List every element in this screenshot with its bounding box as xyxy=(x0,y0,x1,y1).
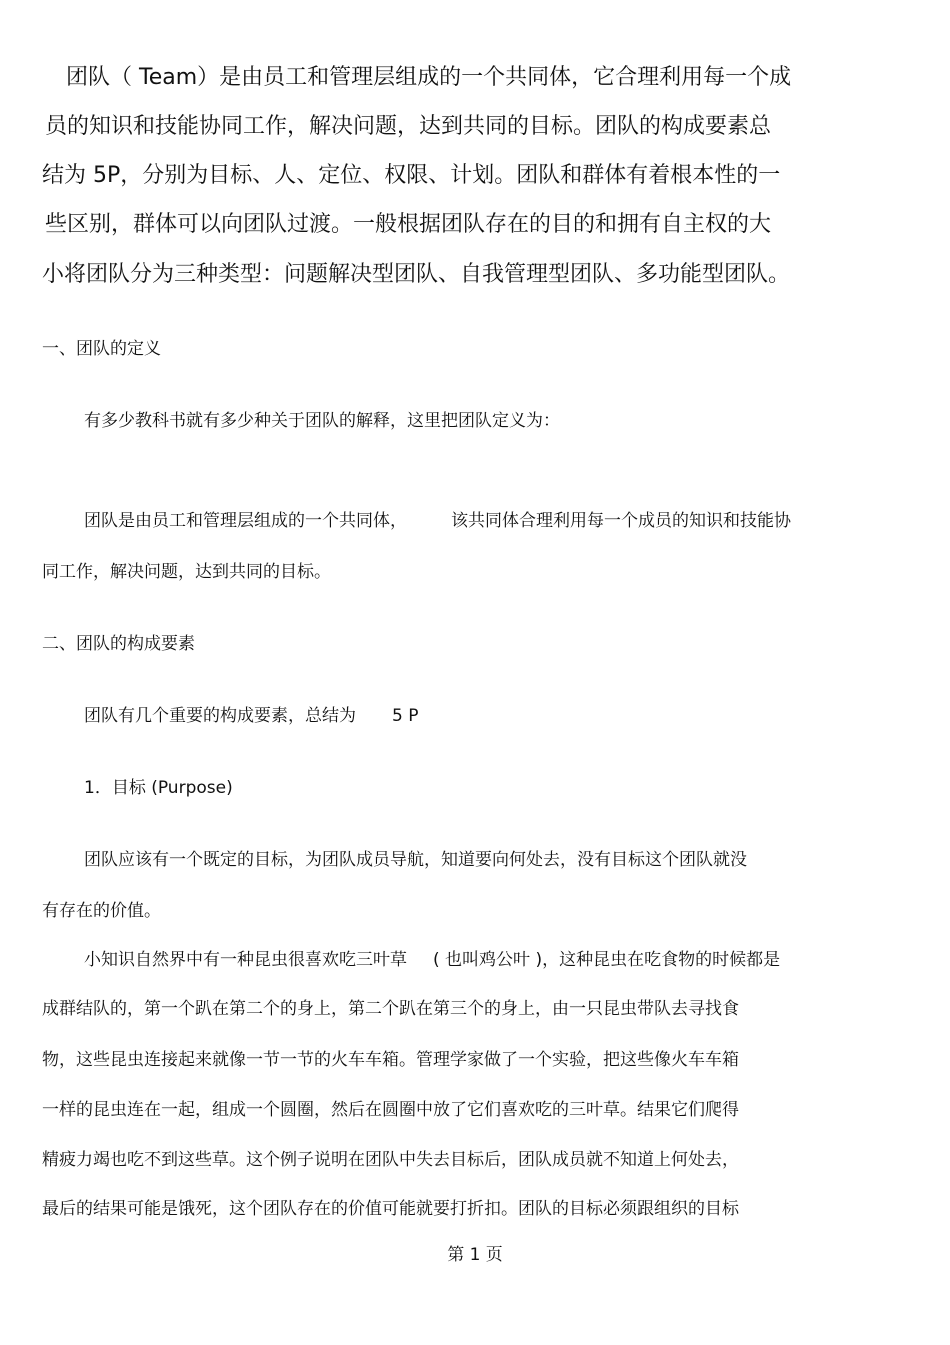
intro-line-2: 员的知识和技能协同工作，解决问题，达到共同的目标。团队的构成要素总 xyxy=(45,114,772,139)
item-purpose-title: 1．目标 (Purpose) xyxy=(84,778,233,798)
elements-summary xyxy=(84,703,418,729)
definition-paragraph-line-2: 同工作，解决问题，达到共同的目标。 xyxy=(42,562,331,582)
intro-line-3: 结为 5P，分别为目标、人、定位、权限、计划。团队和群体有着根本性的一 xyxy=(42,163,781,188)
definition-paragraph-line-1 xyxy=(84,508,791,534)
story-line-3: 物，这些昆虫连接起来就像一节一节的火车车箱。管理学家做了一个实验，把这些像火车车箱 xyxy=(42,1050,739,1070)
page-number: 第 1 页 xyxy=(447,1245,503,1265)
definition-intro-paragraph: 有多少教科书就有多少种关于团队的解释，这里把团队定义为： xyxy=(84,411,560,431)
story-line-5: 精疲力竭也吃不到这些草。这个例子说明在团队中失去目标后，团队成员就不知道上何处去， xyxy=(42,1150,739,1170)
section-heading-definition: 一、团队的定义 xyxy=(42,339,161,359)
purpose-paragraph-line-1: 团队应该有一个既定的目标，为团队成员导航，知道要向何处去，没有目标这个团队就没 xyxy=(84,850,747,870)
story-line-1-part-1: 小知识自然界中有一种昆虫很喜欢吃三叶草 xyxy=(84,950,407,970)
intro-line-4: 些区别，群体可以向团队过渡。一般根据团队存在的目的和拥有自主权的大 xyxy=(45,212,772,237)
definition-text-part-2: 该共同体合理利用每一个成员的知识和技能协 xyxy=(451,511,791,531)
story-line-6: 最后的结果可能是饿死，这个团队存在的价值可能就要打折扣。团队的目标必须跟组织的目标 xyxy=(42,1199,739,1219)
definition-text-part-1: 团队是由员工和管理层组成的一个共同体， xyxy=(84,511,407,531)
purpose-paragraph-line-2: 有存在的价值。 xyxy=(42,901,161,921)
section-heading-elements: 二、团队的构成要素 xyxy=(42,634,195,654)
intro-line-1: 团队（ Team）是由员工和管理层组成的一个共同体，它合理利用每一个成 xyxy=(66,65,792,90)
story-line-2: 成群结队的，第一个趴在第二个的身上，第二个趴在第三个的身上，由一只昆虫带队去寻找食 xyxy=(42,999,739,1019)
story-line-1 xyxy=(84,947,780,973)
intro-line-5: 小将团队分为三种类型：问题解决型团队、自我管理型团队、多功能型团队。 xyxy=(42,262,791,287)
elements-summary-text: 团队有几个重要的构成要素，总结为 xyxy=(84,706,356,726)
elements-summary-5p: 5 P xyxy=(392,706,419,726)
story-line-4: 一样的昆虫连在一起，组成一个圆圈，然后在圆圈中放了它们喜欢吃的三叶草。结果它们爬得 xyxy=(42,1100,739,1120)
story-line-1-part-2: ( 也叫鸡公叶 )，这种昆虫在吃食物的时候都是 xyxy=(433,950,781,970)
